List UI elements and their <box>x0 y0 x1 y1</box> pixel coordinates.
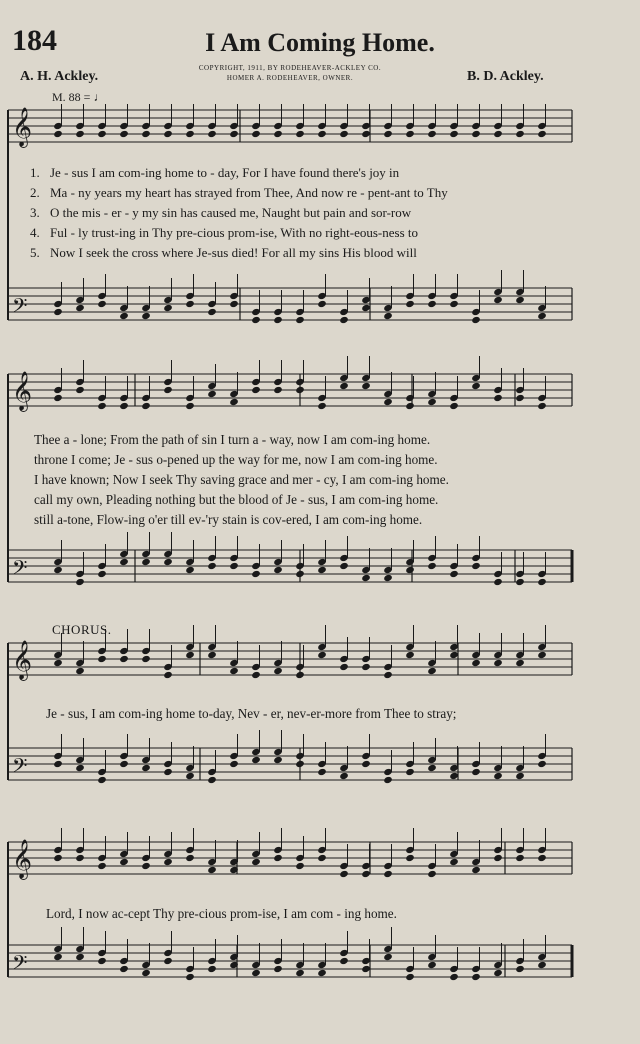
note-head <box>119 558 129 566</box>
note-head <box>273 130 283 138</box>
note-head <box>185 973 195 981</box>
note-head <box>471 382 481 390</box>
note-head <box>97 130 107 138</box>
note-head <box>207 130 217 138</box>
treble-clef-icon: 𝄞 <box>12 640 33 680</box>
note-head <box>537 402 547 410</box>
note-head <box>251 570 261 578</box>
note-head <box>207 562 217 570</box>
note-head <box>361 760 371 768</box>
note-head <box>537 961 547 969</box>
note-head <box>163 558 173 566</box>
note-head <box>97 570 107 578</box>
note-head <box>361 574 371 582</box>
note-head <box>251 671 261 679</box>
note-head <box>119 130 129 138</box>
note-head <box>75 953 85 961</box>
note-head <box>537 760 547 768</box>
verse-line-2-cont: throne I come; Je - sus o-pened up the way for me, now I am com-ing home. <box>34 452 438 467</box>
note-head <box>493 772 503 780</box>
note-head <box>75 667 85 675</box>
verse-line-4-cont: call my own, Pleading nothing but the blood of Je - sus, I am com-ing home. <box>34 492 439 507</box>
note-head <box>163 858 173 866</box>
note-head <box>383 953 393 961</box>
note-head <box>427 300 437 308</box>
note-head <box>317 651 327 659</box>
note-head <box>251 316 261 324</box>
note-head <box>207 651 217 659</box>
note-head <box>251 386 261 394</box>
note-head <box>361 870 371 878</box>
verse-number: 3. <box>30 205 40 220</box>
note-head <box>405 854 415 862</box>
note-head <box>229 398 239 406</box>
note-head <box>317 402 327 410</box>
verse-number: 4. <box>30 225 40 240</box>
note-head <box>493 296 503 304</box>
note-head <box>405 300 415 308</box>
note-head <box>185 130 195 138</box>
note-head <box>427 562 437 570</box>
note-head <box>471 562 481 570</box>
note-head <box>97 957 107 965</box>
note-head <box>317 566 327 574</box>
note-head <box>383 870 393 878</box>
note-head <box>53 760 63 768</box>
treble-clef-icon: 𝄞 <box>12 839 33 879</box>
note-head <box>515 296 525 304</box>
note-head <box>119 655 129 663</box>
note-head <box>339 316 349 324</box>
note-head <box>493 578 503 586</box>
note-head <box>295 969 305 977</box>
note-head <box>471 130 481 138</box>
note-head <box>449 651 459 659</box>
note-head <box>471 768 481 776</box>
note-head <box>163 130 173 138</box>
note-head <box>185 772 195 780</box>
verse-line-1 <box>30 165 570 181</box>
verse-number: 5. <box>30 245 40 260</box>
note-head <box>405 566 415 574</box>
note-head <box>537 130 547 138</box>
verse-line-1-cont: Thee a - lone; From the path of sin I turn a - way, now I am com-ing home. <box>34 432 431 447</box>
note-head <box>515 130 525 138</box>
note-head <box>295 386 305 394</box>
note-head <box>361 130 371 138</box>
note-head <box>75 304 85 312</box>
note-head <box>251 969 261 977</box>
note-head <box>449 130 459 138</box>
note-head <box>141 655 151 663</box>
note-head <box>207 965 217 973</box>
note-head <box>493 394 503 402</box>
note-head <box>339 382 349 390</box>
note-head <box>273 386 283 394</box>
bass-clef-icon: 𝄢 <box>12 294 28 322</box>
note-head <box>427 961 437 969</box>
note-head <box>75 578 85 586</box>
lyricist: A. H. Ackley. <box>20 69 99 84</box>
note-head <box>471 866 481 874</box>
note-head <box>493 659 503 667</box>
note-head <box>317 130 327 138</box>
note-head <box>75 854 85 862</box>
note-head <box>229 760 239 768</box>
copyright-line-1: COPYRIGHT, 1911, BY RODEHEAVER-ACKLEY CO. <box>198 64 382 72</box>
note-head <box>229 562 239 570</box>
note-head <box>273 756 283 764</box>
note-head <box>515 659 525 667</box>
note-head <box>251 756 261 764</box>
note-head <box>97 300 107 308</box>
verse-text: Ma - ny years my heart has strayed from Thee, And now re - pent-ant to Thy <box>50 185 448 200</box>
note-head <box>185 300 195 308</box>
note-head <box>339 663 349 671</box>
note-head <box>229 300 239 308</box>
note-head <box>273 854 283 862</box>
treble-clef-icon: 𝄞 <box>12 371 33 411</box>
hymn-title: I Am Coming Home. <box>205 28 435 57</box>
note-head <box>185 651 195 659</box>
note-head <box>53 854 63 862</box>
note-head <box>163 957 173 965</box>
note-head <box>163 671 173 679</box>
note-head <box>295 862 305 870</box>
note-head <box>141 130 151 138</box>
note-head <box>361 382 371 390</box>
note-head <box>119 858 129 866</box>
note-head <box>493 969 503 977</box>
note-head <box>295 760 305 768</box>
note-head <box>53 308 63 316</box>
verse-line-5-cont: still a-tone, Flow-ing o'er till ev-'ry stain is cov-ered, I am com-ing home. <box>34 512 423 527</box>
verse-line-2 <box>30 185 570 201</box>
note-head <box>339 870 349 878</box>
note-head <box>493 130 503 138</box>
note-head <box>493 854 503 862</box>
note-head <box>141 558 151 566</box>
note-head <box>339 772 349 780</box>
note-head <box>119 312 129 320</box>
note-head <box>207 308 217 316</box>
note-head <box>449 300 459 308</box>
note-head <box>427 398 437 406</box>
note-head <box>317 300 327 308</box>
note-head <box>427 667 437 675</box>
note-head <box>163 768 173 776</box>
note-head <box>229 667 239 675</box>
note-head <box>383 130 393 138</box>
note-head <box>75 130 85 138</box>
note-head <box>383 574 393 582</box>
note-head <box>515 965 525 973</box>
note-head <box>317 854 327 862</box>
verse-line-4 <box>30 225 570 241</box>
note-head <box>383 776 393 784</box>
note-head <box>207 866 217 874</box>
note-head <box>53 394 63 402</box>
note-head <box>295 671 305 679</box>
note-head <box>515 578 525 586</box>
bass-clef-icon: 𝄢 <box>12 556 28 584</box>
verse-line-5 <box>30 245 570 261</box>
note-head <box>97 776 107 784</box>
note-head <box>537 651 547 659</box>
note-head <box>537 854 547 862</box>
note-head <box>361 304 371 312</box>
note-head <box>383 671 393 679</box>
note-head <box>361 663 371 671</box>
chorus-label: CHORUS. <box>52 622 112 637</box>
note-head <box>229 130 239 138</box>
note-head <box>295 130 305 138</box>
note-head <box>537 312 547 320</box>
verse-number: 1. <box>30 165 40 180</box>
note-head <box>97 402 107 410</box>
note-head <box>471 659 481 667</box>
note-head <box>383 312 393 320</box>
note-head <box>185 402 195 410</box>
verse-text: Ful - ly trust-ing in Thy pre-cious prom-ise, With no right-eous-ness to <box>50 225 419 240</box>
note-head <box>251 858 261 866</box>
note-head <box>53 566 63 574</box>
note-head <box>405 402 415 410</box>
note-head <box>119 402 129 410</box>
note-head <box>471 973 481 981</box>
note-head <box>405 973 415 981</box>
composer: B. D. Ackley. <box>467 69 544 84</box>
note-head <box>75 764 85 772</box>
note-head <box>515 854 525 862</box>
verse-text: O the mis - er - y my sin has caused me, Naught but pain and sor-row <box>50 205 412 220</box>
note-head <box>207 390 217 398</box>
verse-line-3 <box>30 205 570 221</box>
note-head <box>185 854 195 862</box>
note-head <box>295 570 305 578</box>
note-head <box>383 398 393 406</box>
note-head <box>405 130 415 138</box>
note-head <box>141 764 151 772</box>
chorus-line-1: Je - sus, I am com-ing home to-day, Nev - er, nev-er-more from Thee to stray; <box>46 706 457 721</box>
note-head <box>141 969 151 977</box>
note-head <box>471 316 481 324</box>
tempo-marking: M. 88 = ♩ <box>52 90 106 104</box>
note-head <box>53 659 63 667</box>
note-head <box>339 130 349 138</box>
treble-clef-icon: 𝄞 <box>12 107 33 147</box>
note-head <box>295 316 305 324</box>
note-head <box>53 130 63 138</box>
note-head <box>207 776 217 784</box>
note-head <box>273 316 283 324</box>
note-head <box>449 772 459 780</box>
note-head <box>449 858 459 866</box>
note-head <box>317 768 327 776</box>
note-head <box>119 760 129 768</box>
note-head <box>449 402 459 410</box>
note-head <box>251 130 261 138</box>
note-head <box>75 386 85 394</box>
note-head <box>361 965 371 973</box>
note-head <box>141 312 151 320</box>
copyright-line-2: HOMER A. RODEHEAVER, OWNER. <box>226 74 354 82</box>
note-head <box>405 651 415 659</box>
note-head <box>427 764 437 772</box>
note-head <box>427 870 437 878</box>
note-head <box>317 969 327 977</box>
verse-number: 2. <box>30 185 40 200</box>
note-head <box>449 570 459 578</box>
note-head <box>537 578 547 586</box>
note-head <box>185 566 195 574</box>
note-head <box>163 304 173 312</box>
verse-text: Je - sus I am com-ing home to - day, For I have found there's joy in <box>50 165 400 180</box>
note-head <box>273 965 283 973</box>
bass-clef-icon: 𝄢 <box>12 754 28 782</box>
note-head <box>515 772 525 780</box>
note-head <box>449 973 459 981</box>
note-head <box>97 862 107 870</box>
note-head <box>273 566 283 574</box>
verse-line-3-cont: I have known; Now I seek Thy saving grace and mer - cy, I am com-ing home. <box>34 472 449 487</box>
note-head <box>141 862 151 870</box>
bass-clef-icon: 𝄢 <box>12 951 28 979</box>
note-head <box>141 402 151 410</box>
hymn-number: 184 <box>12 24 57 57</box>
note-head <box>273 667 283 675</box>
note-head <box>97 655 107 663</box>
note-head <box>339 562 349 570</box>
chorus-line-2: Lord, I now ac-cept Thy pre-cious prom-ise, I am com - ing home. <box>46 906 397 921</box>
verse-text: Now I seek the cross where Je-sus died! For all my sins His blood will <box>50 245 417 260</box>
note-head <box>53 953 63 961</box>
note-head <box>427 130 437 138</box>
note-head <box>119 965 129 973</box>
note-head <box>163 386 173 394</box>
note-head <box>515 394 525 402</box>
note-head <box>405 768 415 776</box>
note-head <box>339 957 349 965</box>
